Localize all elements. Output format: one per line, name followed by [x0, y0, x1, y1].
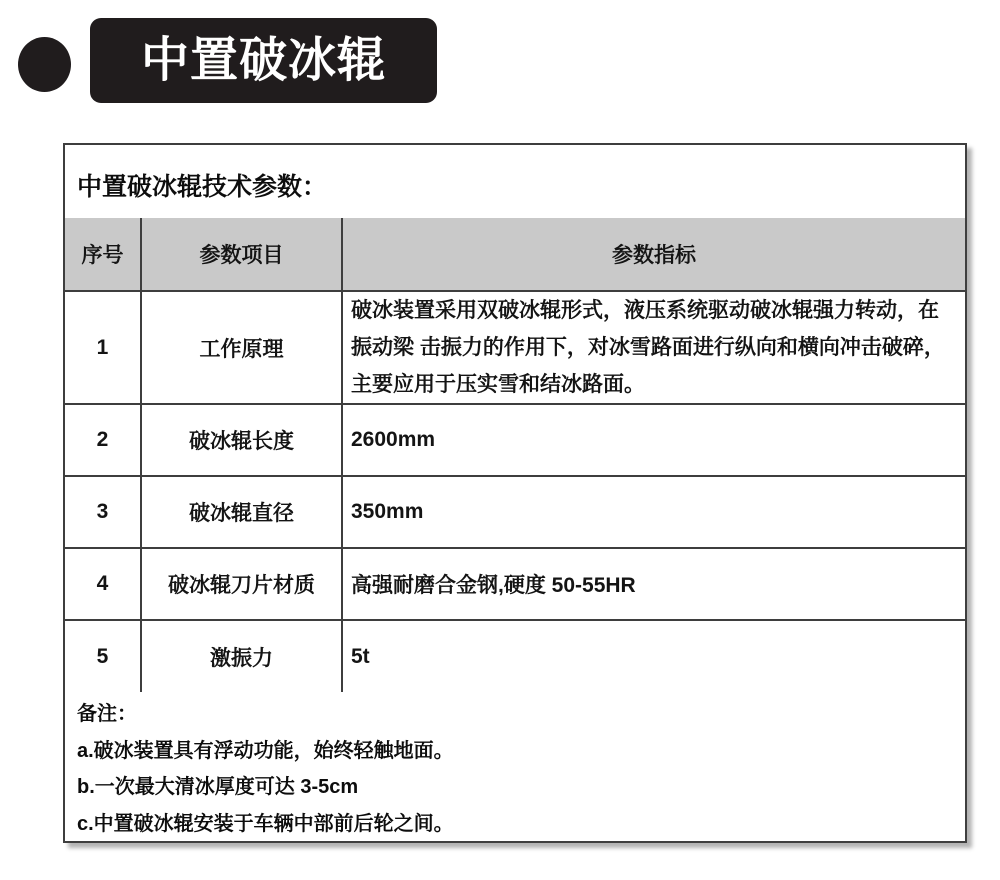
cell-parameter-item: 破冰辊直径	[141, 476, 342, 548]
cell-parameter-value: 2600mm	[342, 404, 965, 476]
cell-parameter-value: 350mm	[342, 476, 965, 548]
cell-row-number: 1	[65, 291, 141, 404]
header-cell-no: 序号	[65, 218, 141, 291]
cell-row-number: 4	[65, 548, 141, 620]
note-item: a.破冰装置具有浮动功能，始终轻触地面。	[77, 739, 454, 762]
value-line: 主要应用于压实雪和结冰路面。	[351, 373, 645, 396]
table-row	[65, 620, 965, 692]
notes-label: 备注：	[77, 703, 137, 725]
cell-parameter-value	[342, 291, 965, 404]
table-row	[65, 404, 965, 476]
cell-row-number: 5	[65, 620, 141, 692]
cell-parameter-value: 5t	[342, 620, 965, 692]
note-item: c.中置破冰辊安装于车辆中部前后轮之间。	[77, 812, 454, 835]
note-item: b.一次最大清冰厚度可达 3-5cm	[77, 776, 359, 798]
banner-title: 中置破冰辊	[140, 33, 386, 87]
cell-parameter-item: 工作原理	[141, 291, 342, 404]
spec-table	[65, 218, 965, 692]
value-line: 振动梁 击振力的作用下，对冰雪路面进行纵向和横向冲击破碎，	[351, 336, 945, 359]
bullet-dot-icon	[18, 37, 71, 92]
value-line: 破冰装置采用双破冰辊形式，液压系统驱动破冰辊强力转动，在	[351, 299, 939, 322]
table-header-row	[65, 218, 965, 291]
cell-parameter-item: 破冰辊长度	[141, 404, 342, 476]
cell-row-number: 3	[65, 476, 141, 548]
cell-parameter-item: 破冰辊刀片材质	[141, 548, 342, 620]
notes-section	[65, 692, 965, 842]
cell-parameter-item: 激振力	[141, 620, 342, 692]
cell-parameter-value: 高强耐磨合金钢,硬度 50-55HR	[342, 548, 965, 620]
panel-title: 中置破冰辊技术参数：	[77, 173, 328, 201]
header-cell-item: 参数项目	[141, 218, 342, 291]
cell-row-number: 2	[65, 404, 141, 476]
header-cell-value: 参数指标	[342, 218, 965, 291]
spec-panel	[63, 143, 967, 843]
table-row	[65, 548, 965, 620]
section-banner	[90, 18, 437, 103]
table-row	[65, 476, 965, 548]
table-row	[65, 291, 965, 404]
